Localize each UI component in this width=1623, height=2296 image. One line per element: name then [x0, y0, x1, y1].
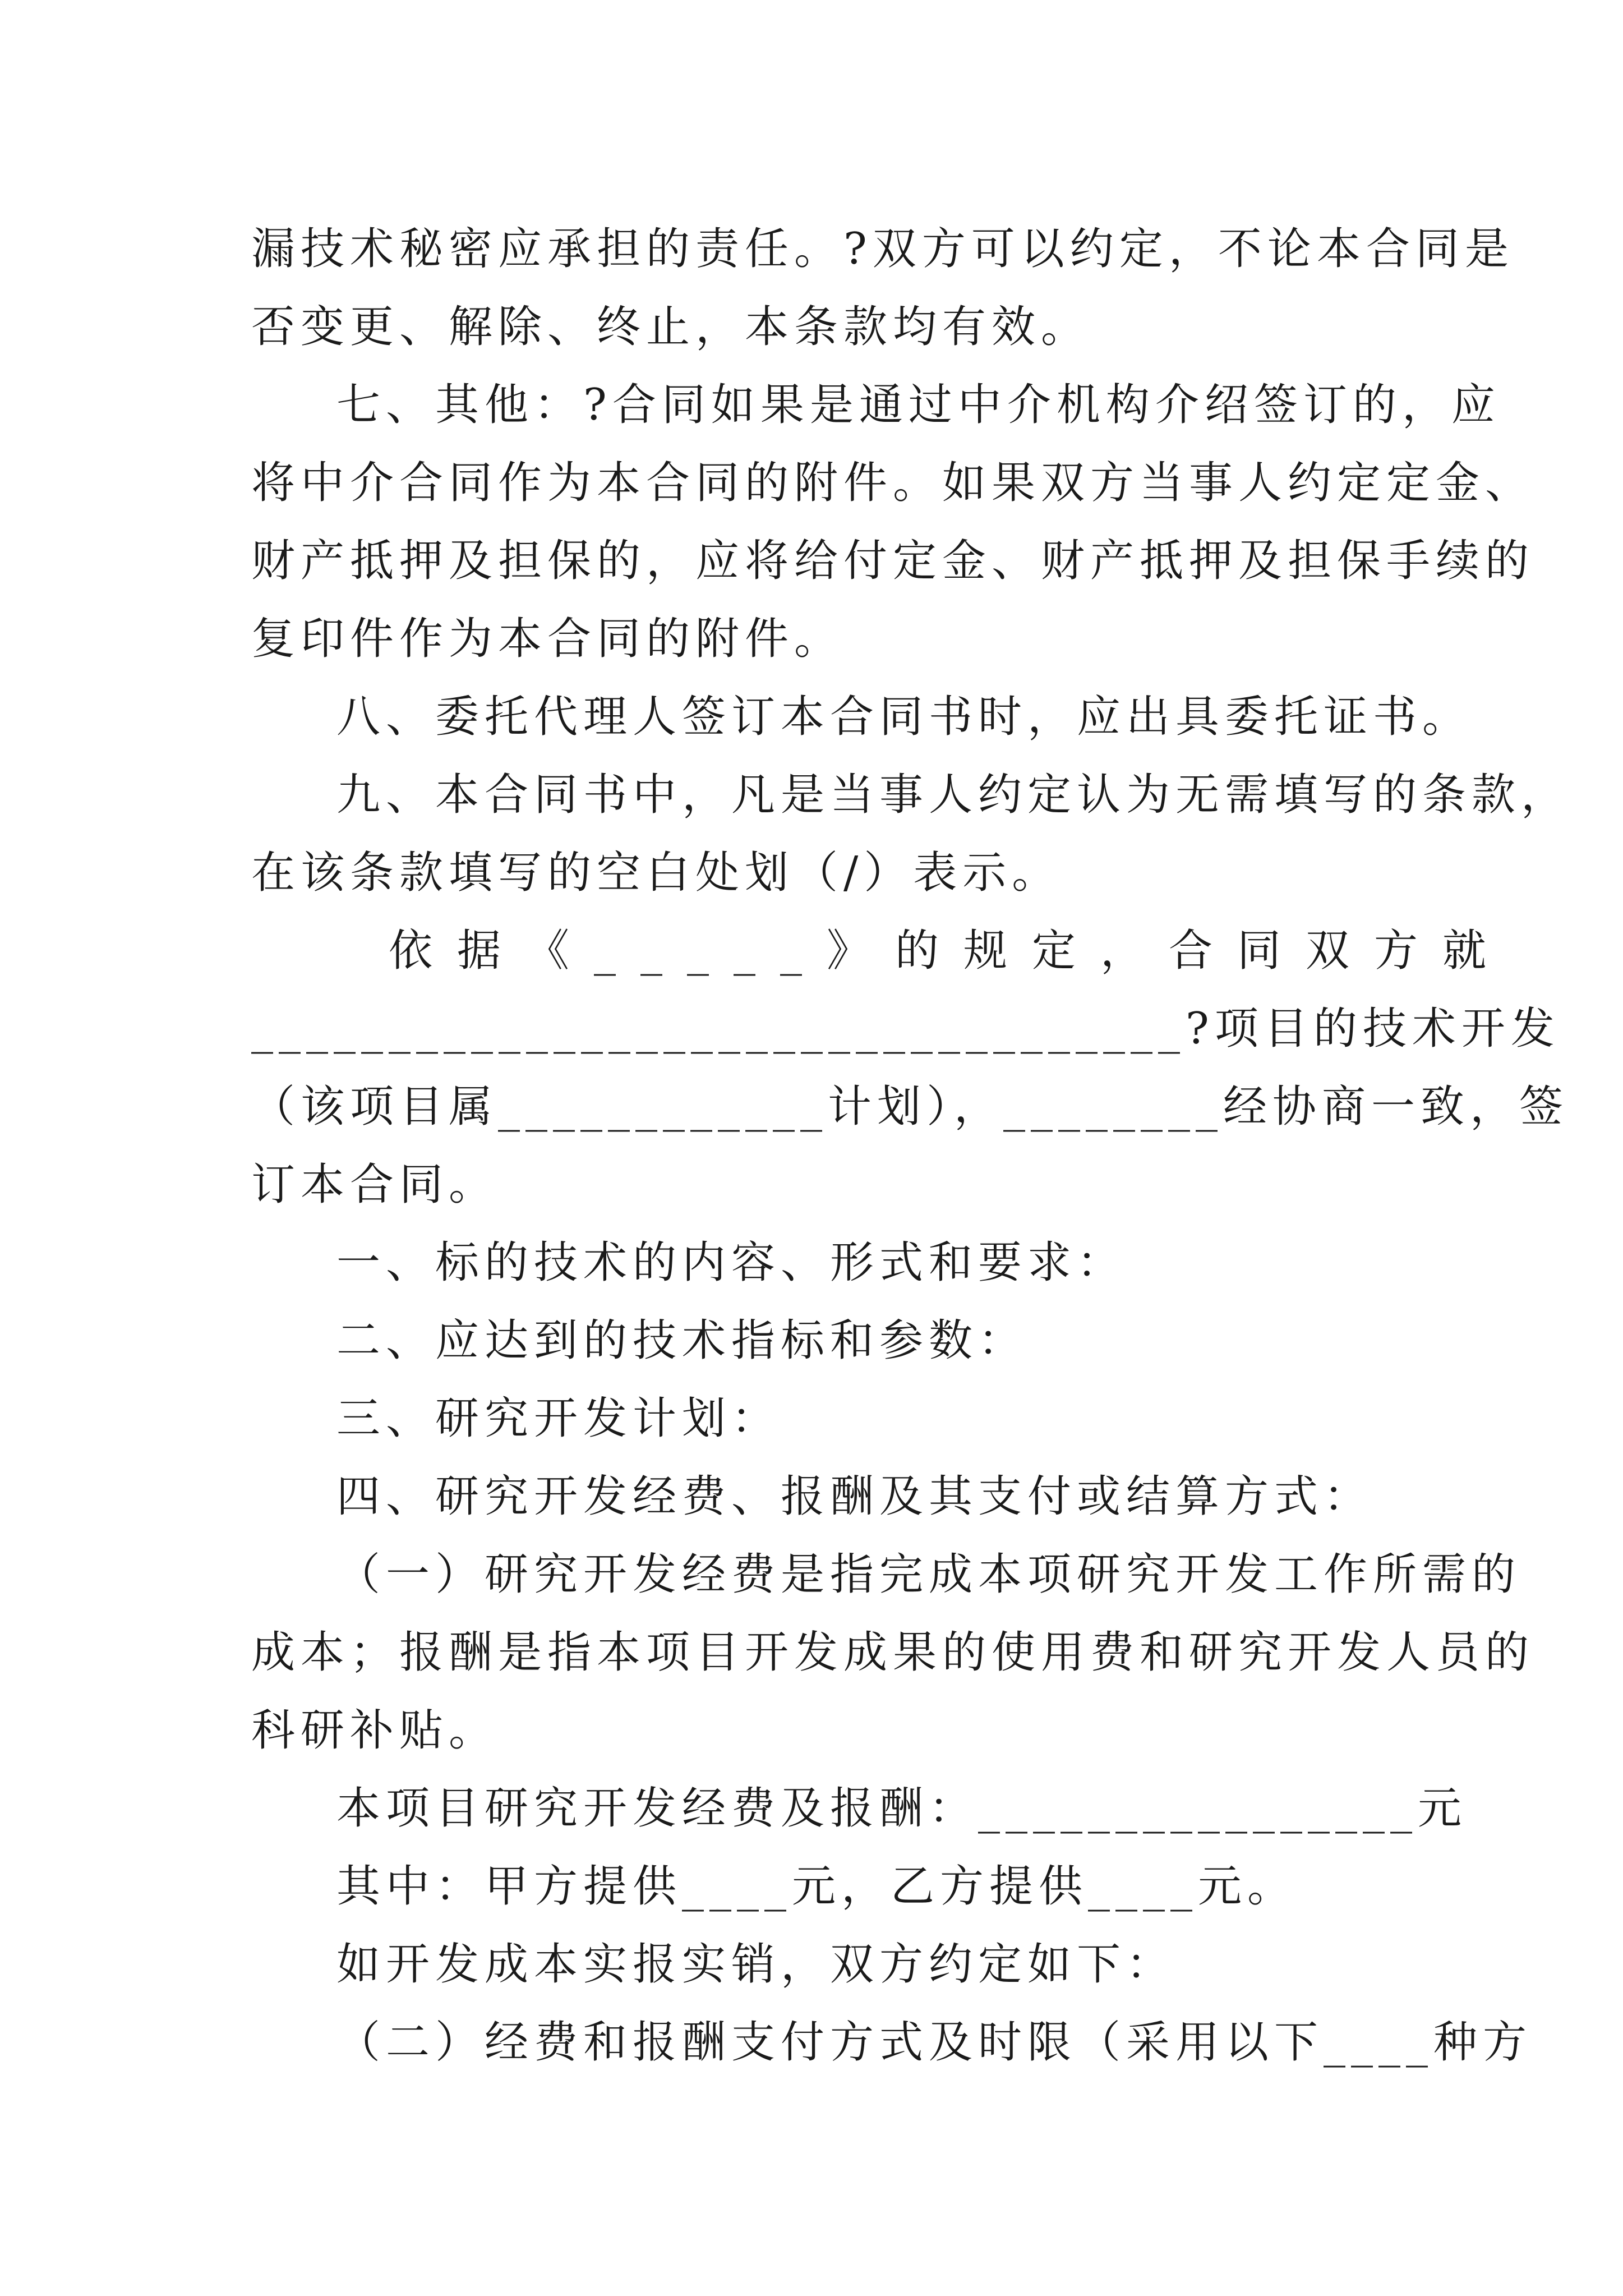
- text-line: 八、委托代理人签订本合同书时，应出具委托证书。: [336, 692, 1472, 742]
- text-line: 其中：甲方提供____元，乙方提供____元。: [336, 1861, 1297, 1912]
- text-line: 依据《_____》的规定，合同双方就: [389, 926, 1511, 976]
- text-line: __________________________________?项目的技术开发: [251, 1004, 1560, 1054]
- text-line: 订本合同。: [251, 1159, 499, 1210]
- text-line: 本项目研究开发经费及报酬：________________元: [336, 1783, 1468, 1834]
- text-line: （该项目属____________计划），________经协商一致，签: [251, 1082, 1569, 1132]
- text-line: 漏技术秘密应承担的责任。?双方可以约定，不论本合同是: [251, 224, 1514, 274]
- text-line: 财产抵押及担保的，应将给付定金、财产抵押及担保手续的: [251, 536, 1535, 586]
- text-line: 一、标的技术的内容、形式和要求：: [336, 1237, 1127, 1288]
- text-line: （二）经费和报酬支付方式及时限（采用以下____种方: [336, 2017, 1533, 2068]
- text-line: 否变更、解除、终止，本条款均有效。: [251, 302, 1091, 352]
- text-line: 科研补贴。: [251, 1705, 499, 1756]
- text-line: 如开发成本实报实销，双方约定如下：: [336, 1939, 1176, 1990]
- contract-text: [251, 210, 1571, 2082]
- text-line: 四、研究开发经费、报酬及其支付或结算方式：: [336, 1471, 1373, 1522]
- text-line: 三、研究开发计划：: [336, 1393, 781, 1444]
- text-line: 七、其他：?合同如果是通过中介机构介绍签订的，应: [336, 380, 1501, 430]
- text-line: 在该条款填写的空白处划（/）表示。: [251, 848, 1062, 898]
- text-line: 九、本合同书中，凡是当事人约定认为无需填写的条款，: [336, 770, 1571, 820]
- text-line: 成本；报酬是指本项目开发成果的使用费和研究开发人员的: [251, 1627, 1535, 1678]
- text-line: 复印件作为本合同的附件。: [251, 614, 844, 664]
- text-line: 二、应达到的技术指标和参数：: [336, 1315, 1028, 1366]
- text-line: （一）研究开发经费是指完成本项研究开发工作所需的: [336, 1549, 1521, 1600]
- text-line: 将中介合同作为本合同的附件。如果双方当事人约定定金、: [251, 458, 1535, 508]
